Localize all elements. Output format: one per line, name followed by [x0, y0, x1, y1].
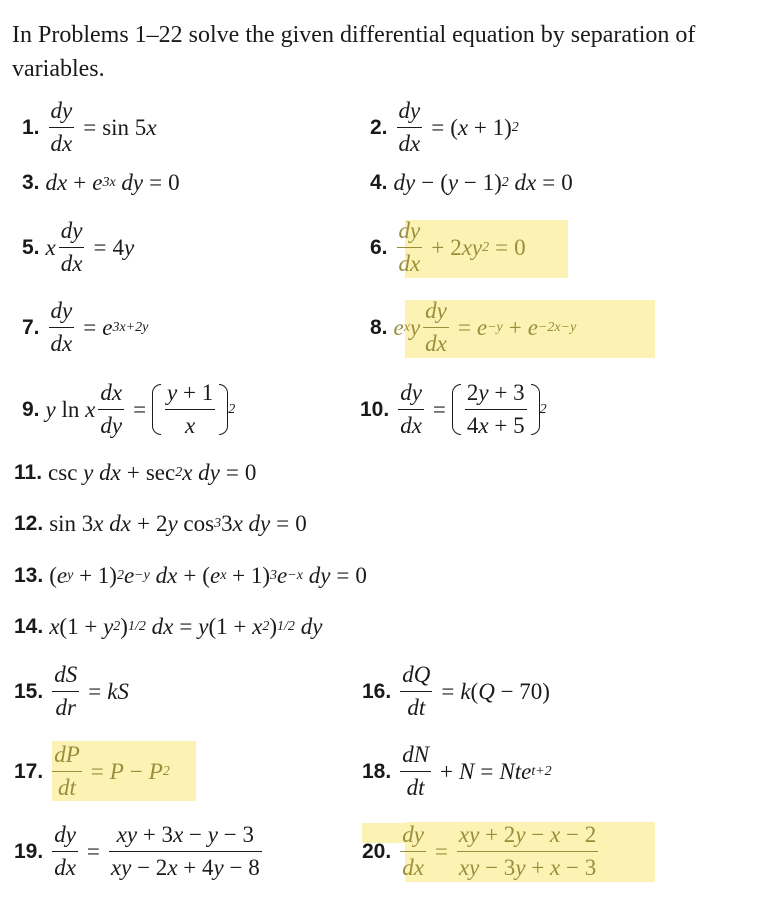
problem-6: 6. $\frac{dy}{dx}$ + 2 xy 2 = 0 [370, 218, 526, 276]
problem-14: 14. x (1 + y 2 ) 1/2 dx = y (1 + x 2 ) 1/2 dy [14, 614, 323, 639]
problem-15: 15. $\frac{dS}{dr}$ = kS [14, 662, 129, 720]
problem-17: 17. $\frac{dP}{dt}$ = P − P 2 [14, 742, 170, 800]
problem-1: 1. $\frac{dy}{dx}$ = sin 5 x [22, 98, 157, 156]
problem-11: 11. csc y dx + sec 2 x dy = 0 [14, 460, 257, 485]
problem-3: 3. dx + e 3x dy = 0 [22, 170, 180, 195]
problem-7: 7. $\frac{dy}{dx}$ = e 3x+2y [22, 298, 149, 356]
problem-13: 13. ( e y + 1) 2 e −y dx + ( e x + 1) 3 e −x dy = 0 [14, 563, 367, 588]
problem-8: 8. e x y $\frac{dy}{dx}$ = e −y + e −2x−y [370, 298, 577, 356]
problem-5: 5. x $\frac{dy}{dx}$ = 4 y [22, 218, 135, 276]
problem-10: 10. $\frac{dy}{dx}$ = $\frac{2y + 3}{4x + 5}$ 2 [360, 380, 547, 438]
problem-19: 19. $\frac{dy}{dx}$ = $\frac{xy + 3x - y - 3}{xy - 2x + 4y - 8}$ [14, 822, 260, 880]
problem-16: 16. $\frac{dQ}{dt}$ = k ( Q − 70) [362, 662, 550, 720]
problem-12: 12. sin 3 x dx + 2 y cos 3 3 x dy = 0 [14, 511, 307, 536]
problem-9: 9. y ln x $\frac{dx}{dy}$ = $\frac{y + 1}{x}$ 2 [22, 380, 236, 438]
problem-18: 18. $\frac{dN}{dt}$ + N = Nte t+2 [362, 742, 552, 800]
problem-4: 4. dy − ( y − 1) 2 dx = 0 [370, 170, 573, 195]
problem-20: 20. $\frac{dy}{dx}$ = $\frac{xy + 2y - x - 2}{xy - 3y + x - 3}$ [362, 822, 597, 880]
problem-set-instructions: In Problems 1–22 solve the given differential equation by separation of variables. [12, 22, 696, 82]
problem-2: 2. $\frac{dy}{dx}$ = ( x + 1) 2 [370, 98, 519, 156]
